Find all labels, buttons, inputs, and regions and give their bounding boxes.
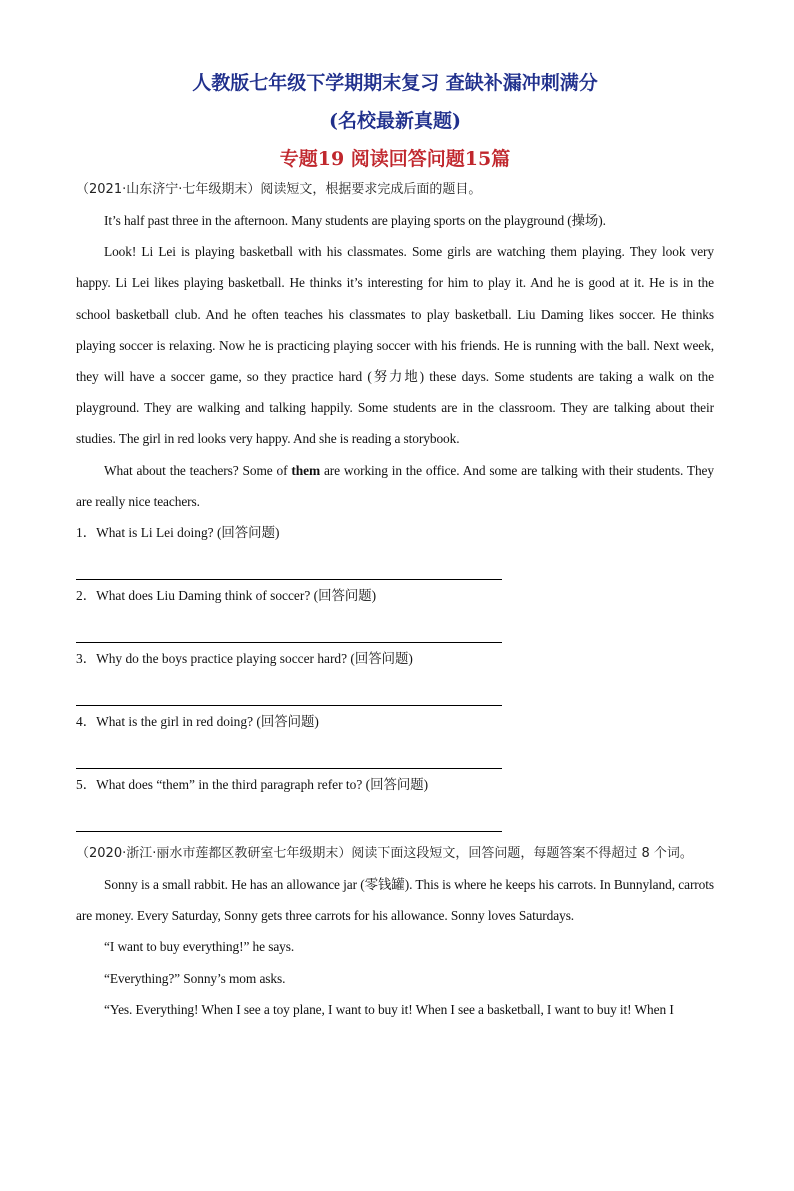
answer-line[interactable] — [76, 737, 502, 769]
passage2-paragraph-4: “Yes. Everything! When I see a toy plane, I want to buy it! When I see a basketball, I want to buy it! When I — [104, 1001, 674, 1017]
question-text: 1．What is Li Lei doing? (回答问题) — [76, 525, 280, 541]
answer-line[interactable] — [76, 548, 502, 580]
passage1-paragraph-2: Look! Li Lei is playing basketball with his classmates. Some girls are watching them playing. They look very happy. Li Lei likes playing basketball. He thinks it’s interesting for him to play it. And he is good at it. He is in the school basketball club. And he often teaches his classmates to play basketball. Liu Daming likes soccer. He thinks playing soccer is relaxing. Now he is practicing playing soccer with his friends. He is running with the ball. Next week, they will have a soccer game, so they practice hard (努力地) these days. Some students are taking a walk on the playground. They are walking and talking happily. Some students are in the classroom. They are talking about their studies. The girl in red looks very happy. And she is reading a storybook. — [76, 244, 714, 447]
question-text: 3．Why do the boys practice playing soccer hard? (回答问题) — [76, 651, 413, 667]
passage2-source: （2020·浙江·丽水市莲都区教研室七年级期末）阅读下面这段短文，回答问题，每题答案不得超过 8 个词。 — [76, 846, 693, 862]
answer-line[interactable] — [76, 800, 502, 832]
p3-text-after: are working in the office. And some are talking with their students. They are really nice teachers. — [76, 462, 714, 509]
passage2-paragraph-3: “Everything?” Sonny’s mom asks. — [104, 970, 286, 986]
passage1-paragraph-3 — [76, 455, 714, 517]
passage1-source: （2021·山东济宁·七年级期末）阅读短文，根据要求完成后面的题目。 — [76, 182, 482, 197]
question-text: 4．What is the girl in red doing? (回答问题) — [76, 714, 319, 730]
passage2-paragraph-2: “I want to buy everything!” he says. — [104, 939, 295, 955]
answer-line[interactable] — [76, 611, 502, 643]
question-4 — [76, 706, 714, 769]
document-page — [0, 68, 794, 1191]
question-1 — [76, 517, 714, 580]
document-subtitle: (名校最新真题) — [329, 110, 461, 132]
question-2 — [76, 580, 714, 643]
topic-title: 专题19 阅读回答问题15篇 — [279, 148, 511, 170]
passage1-paragraph-1: It’s half past three in the afternoon. Many students are playing sports on the playground (操场). — [104, 213, 606, 228]
question-text: 5．What does “them” in the third paragraph refer to? (回答问题) — [76, 777, 429, 793]
question-5 — [76, 769, 714, 832]
answer-line[interactable] — [76, 674, 502, 706]
question-text: 2．What does Liu Daming think of soccer? (回答问题) — [76, 588, 377, 604]
question-3 — [76, 643, 714, 706]
p3-keyword-them: them — [291, 462, 321, 478]
passage2-paragraph-1: Sonny is a small rabbit. He has an allowance jar (零钱罐). This is where he keeps his carrots. In Bunnyland, carrots are money. Every Saturday, Sonny gets three carrots for his allowance. Sonny loves Saturdays. — [76, 877, 714, 924]
p3-text-before: What about the teachers? Some of — [104, 462, 292, 478]
document-title: 人教版七年级下学期期末复习 查缺补漏冲刺满分 — [192, 72, 598, 94]
